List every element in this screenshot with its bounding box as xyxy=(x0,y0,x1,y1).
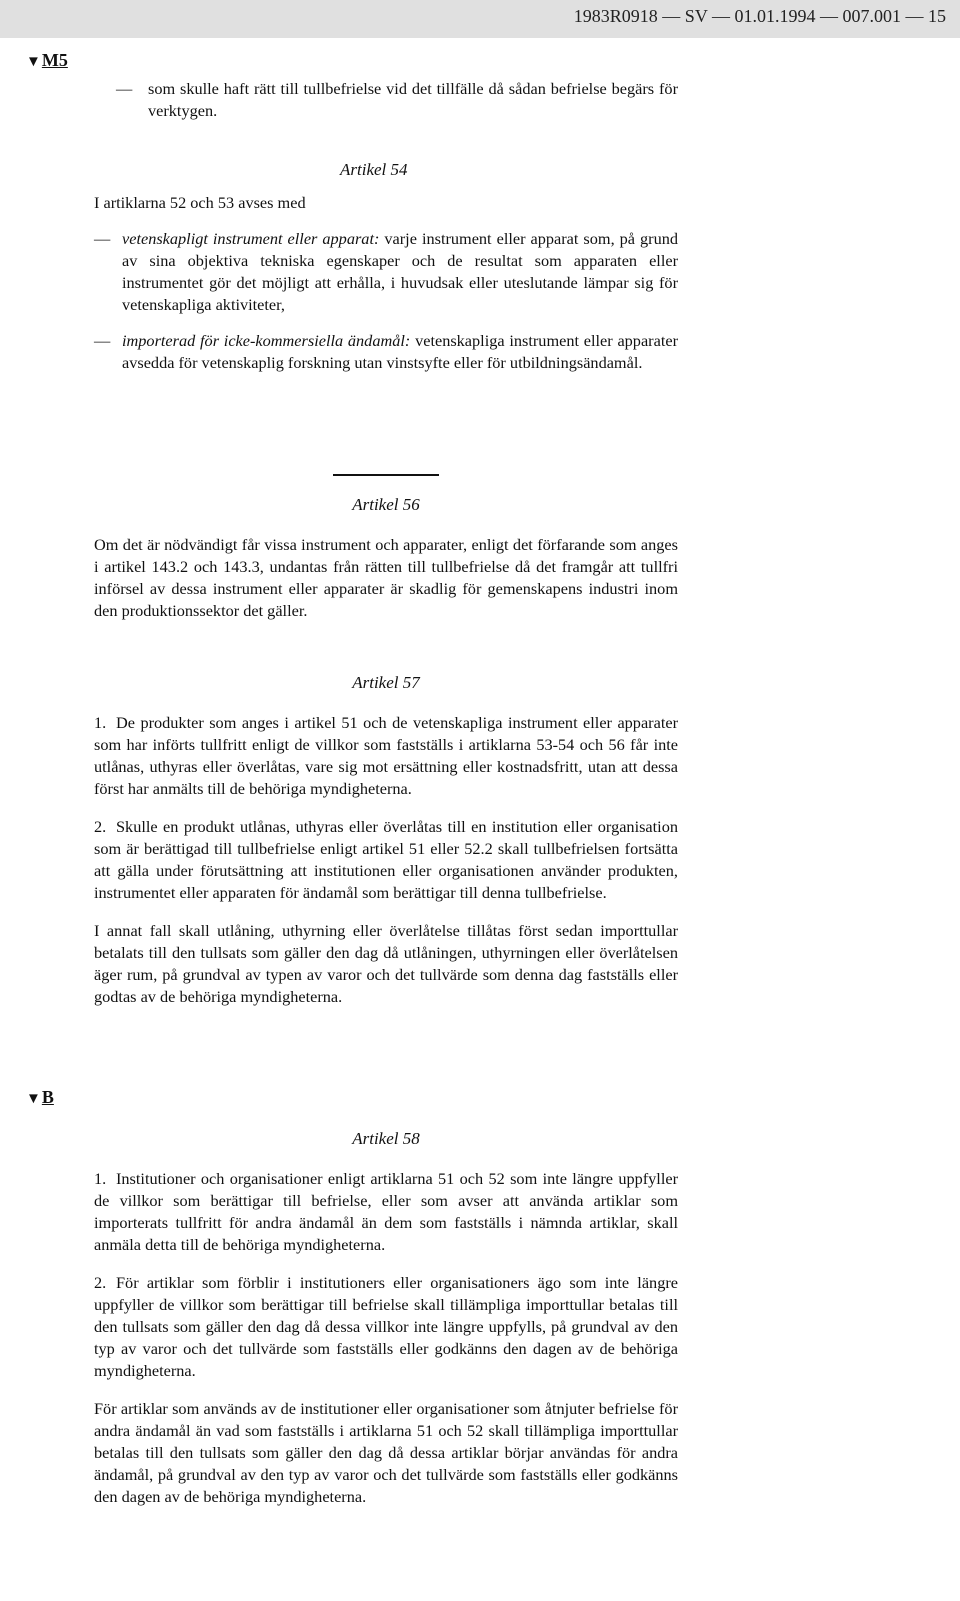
article-57-title: Artikel 57 xyxy=(352,673,420,692)
article-57-paragraph-2: 2. Skulle en produkt utlånas, uthyras eller överlåtas till en institution eller organisation som är berättigad till tullbefrielse enligt artikel 51 eller 52.2 skall tullbefrielsen fortsätta att gälla under förutsättning att institutionen eller organisationen använder produkten, instrumentet eller apparaten för ändamål som berättigar till denna tullbefrielse. xyxy=(94,817,678,902)
amendment-marker-b: ▼B xyxy=(26,1087,54,1107)
document-reference: 1983R0918 — SV — 01.01.1994 — 007.001 — 15 xyxy=(573,6,946,26)
article-54-title: Artikel 54 xyxy=(340,160,408,179)
definition-text: varje instrument eller apparat som, på grund av sina objektiva tekniska egenskaper och de resultat som apparaten eller instrumentet gör det möjligt att erhålla, i huvudsak eller uteslutande lämpar sig för vetenskapliga aktiviteter, xyxy=(122,229,679,314)
article-56-title: Artikel 56 xyxy=(352,495,420,514)
article-58-title: Artikel 58 xyxy=(352,1129,420,1148)
article-58-paragraph-1: 1. Institutioner och organisationer enligt artiklarna 51 och 52 som inte längre uppfyller de villkor som berättigar till befrielse, eller som avser att använda artiklar som importerats tullfritt för andra ändamål än dem som fastställs i nämnda artiklar, skall anmäla detta till de behöriga myndigheterna. xyxy=(94,1169,678,1254)
article-54-body xyxy=(94,192,678,374)
definition-text: vetenskapliga instrument eller apparater avsedda för vetenskaplig forskning utan vinstsyfte eller för utbildningsändamål. xyxy=(122,331,678,372)
triangle-down-icon: ▼ xyxy=(26,54,41,70)
definition-item: — vetenskapligt instrument eller apparat: varje instrument eller apparat som, på grund av sina objektiva tekniska egenskaper och de resultat som apparaten eller instrumentet gör det möjligt att erhålla, i huvudsak eller uteslutande lämpar sig för vetenskapliga aktiviteter, xyxy=(94,229,679,314)
amendment-marker-m5: ▼M5 xyxy=(26,50,68,70)
article-57-paragraph-1: 1. De produkter som anges i artikel 51 och de vetenskapliga instrument eller apparater som har införts tullfritt enligt de villkor som fastställs i artiklarna 53-54 och 56 får inte utlånas, uthyras eller överlåtas, vare sig mot ersättning eller kostnadsfritt, utan att dessa först har anmälts till de behöriga myndigheterna. xyxy=(94,713,678,798)
article-56-text: Om det är nödvändigt får vissa instrument och apparater, enligt det förfarande som anges i artikel 143.2 och 143.3, undantas från rätten till tullbefrielse då det framgår att tullfri införsel av dessa instrument eller apparater är skadlig för gemenskapens industri inom den produktionssektor det gäller. xyxy=(94,535,678,620)
article-58 xyxy=(94,1128,678,1508)
definition-term: vetenskapligt instrument eller apparat: xyxy=(122,229,380,248)
intro-item-text: som skulle haft rätt till tullbefrielse vid det tillfälle då sådan befrielse begärs för verktygen. xyxy=(148,79,678,120)
article-58-paragraph-3: För artiklar som används av de institutioner eller organisationer som åtnjuter befrielse för andra ändamål än vad som fastställs i artiklarna 51 och 52 skall tillämpliga importtullar betalas till den tullsats som gäller den dag då dessa artiklar börjar användas för andra ändamål, på grundval av den typ av varor och det tullvärde som fastställs eller godkänns den dagen av de behöriga myndigheterna. xyxy=(94,1399,678,1506)
article-57 xyxy=(94,672,678,1008)
definition-term: importerad för icke-kommersiella ändamål: xyxy=(122,331,411,350)
article-54-lead: I artiklarna 52 och 53 avses med xyxy=(94,193,306,212)
definition-item: — importerad för icke-kommersiella ändamål: vetenskapliga instrument eller apparater avsedda för vetenskaplig forskning utan vinstsyfte eller för utbildningsändamål. xyxy=(94,331,678,372)
article-58-paragraph-2: 2. För artiklar som förblir i institutioners eller organisationers ägo som inte längre uppfyller de villkor som berättigar till befrielse skall tillämpliga importtullar betalas till den tullsats som gäller den dag då dessa villkor inte längre uppfylls, på grundval av den typ av varor och det tullvärde som fastställs eller godkänns den dagen av de behöriga myndigheterna. xyxy=(94,1273,678,1380)
article-56 xyxy=(94,494,678,622)
triangle-down-icon: ▼ xyxy=(26,1091,41,1107)
intro-item xyxy=(94,78,678,122)
article-57-paragraph-3: I annat fall skall utlåning, uthyrning eller överlåtelse tillåtas först sedan importtullar betalats till den tullsats som gäller den dag då utlåningen, uthyrningen eller överlåtelsen äger rum, på grundval av typen av varor och det tullvärde som denna dag fastställs eller godtas av de behöriga myndigheterna. xyxy=(94,921,678,1006)
dash: — xyxy=(116,79,133,98)
page-header xyxy=(0,0,960,38)
section-separator xyxy=(333,474,439,476)
